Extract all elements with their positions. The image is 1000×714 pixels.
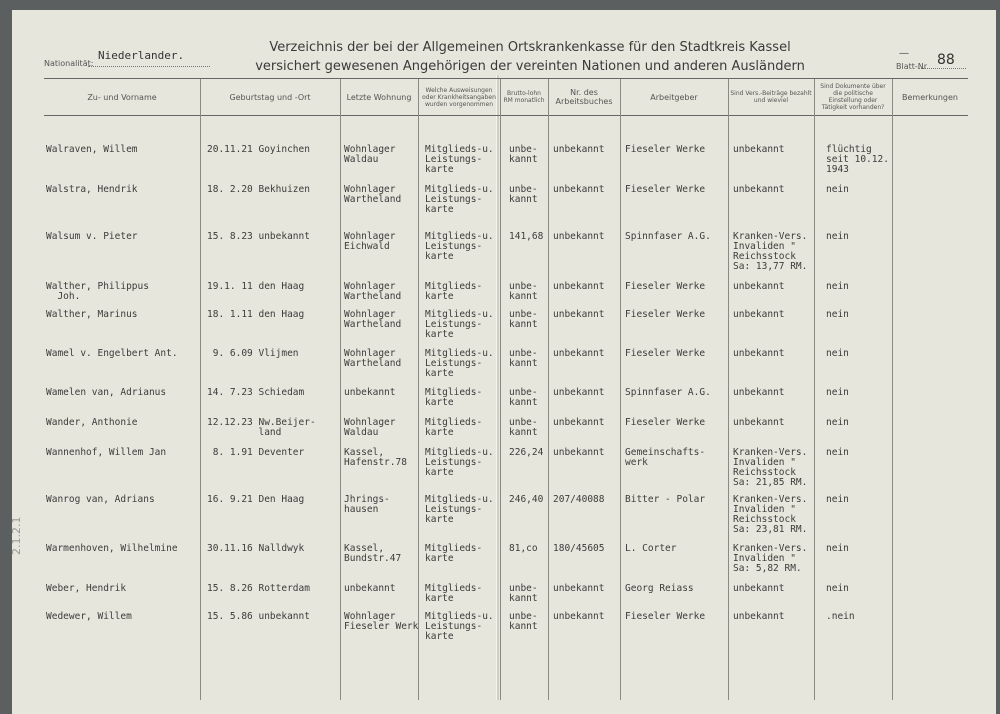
cell-birth: 16. 9.21 Den Haag bbox=[207, 494, 305, 505]
cell-residence: unbekannt bbox=[344, 387, 396, 398]
table-header-rule bbox=[44, 115, 968, 116]
cell-contributions: unbekannt bbox=[733, 348, 785, 359]
cell-workbook: unbekannt bbox=[553, 309, 605, 320]
cell-employer: Fieseler Werke bbox=[625, 611, 706, 622]
cell-papers: Mitglieds-u. Leistungs- karte bbox=[425, 231, 494, 262]
margin-note: 2.1.2.1 bbox=[10, 516, 23, 555]
cell-papers: Mitglieds-u. Leistungs- karte bbox=[425, 447, 494, 478]
cell-wage: 81,co bbox=[509, 543, 538, 554]
cell-employer: L. Corter bbox=[625, 543, 677, 554]
cell-name: Wedewer, Willem bbox=[46, 611, 132, 622]
column-divider bbox=[814, 79, 815, 700]
column-header-employer: Arbeitgeber bbox=[650, 92, 698, 102]
cell-papers: Mitglieds- karte bbox=[425, 583, 483, 604]
column-header-birth: Geburtstag und -Ort bbox=[229, 92, 311, 102]
cell-papers: Mitglieds-u. Leistungs- karte bbox=[425, 144, 494, 175]
column-divider bbox=[200, 79, 201, 700]
cell-papers: Mitglieds-u. Leistungs- karte bbox=[425, 348, 494, 379]
cell-workbook: unbekannt bbox=[553, 144, 605, 155]
cell-workbook: unbekannt bbox=[553, 583, 605, 594]
cell-name: Weber, Hendrik bbox=[46, 583, 127, 594]
cell-political: nein bbox=[826, 543, 849, 554]
cell-workbook: unbekannt bbox=[553, 447, 605, 458]
cell-name: Walsum v. Pieter bbox=[46, 231, 138, 242]
cell-employer: Fieseler Werke bbox=[625, 184, 706, 195]
cell-workbook: unbekannt bbox=[553, 231, 605, 242]
cell-contributions: unbekannt bbox=[733, 611, 785, 622]
cell-contributions: unbekannt bbox=[733, 281, 785, 292]
cell-wage: 246,40 bbox=[509, 494, 544, 505]
cell-workbook: unbekannt bbox=[553, 417, 605, 428]
cell-residence: unbekannt bbox=[344, 583, 396, 594]
cell-residence: Wohnlager Wartheland bbox=[344, 309, 402, 330]
cell-birth: 18. 2.20 Bekhuizen bbox=[207, 184, 310, 195]
cell-employer: Gemeinschafts- werk bbox=[625, 447, 706, 468]
cell-contributions: unbekannt bbox=[733, 184, 785, 195]
column-divider bbox=[418, 79, 419, 700]
cell-birth: 15. 8.23 unbekannt bbox=[207, 231, 310, 242]
cell-employer: Fieseler Werke bbox=[625, 417, 706, 428]
cell-birth: 19.1. 11 den Haag bbox=[207, 281, 305, 292]
cell-employer: Fieseler Werke bbox=[625, 281, 706, 292]
column-divider bbox=[340, 79, 341, 700]
sheet-label: Blatt-Nr. bbox=[896, 62, 929, 71]
cell-wage: 226,24 bbox=[509, 447, 544, 458]
cell-birth: 9. 6.09 Vlijmen bbox=[207, 348, 299, 359]
cell-wage: unbe- kannt bbox=[509, 387, 538, 408]
cell-papers: Mitglieds- karte bbox=[425, 417, 483, 438]
cell-workbook: 180/45605 bbox=[553, 543, 605, 554]
cell-workbook: 207/40088 bbox=[553, 494, 605, 505]
cell-birth: 12.12.23 Nw.Beijer- land bbox=[207, 417, 316, 438]
cell-political: nein bbox=[826, 231, 849, 242]
cell-name: Walraven, Willem bbox=[46, 144, 138, 155]
column-header-contributions: Sind Vers.-Beiträge bezahlt und wieviel bbox=[730, 90, 812, 104]
cell-workbook: unbekannt bbox=[553, 281, 605, 292]
cell-birth: 8. 1.91 Deventer bbox=[207, 447, 305, 458]
cell-wage: 141,68 bbox=[509, 231, 544, 242]
cell-residence: Kassel, Bundstr.47 bbox=[344, 543, 402, 564]
cell-contributions: unbekannt bbox=[733, 583, 785, 594]
cell-residence: Kassel, Hafenstr.78 bbox=[344, 447, 407, 468]
nationality-underline bbox=[88, 66, 210, 67]
cell-workbook: unbekannt bbox=[553, 184, 605, 195]
cell-residence: Wohnlager Wartheland bbox=[344, 281, 402, 302]
cell-employer: Georg Reiass bbox=[625, 583, 694, 594]
cell-workbook: unbekannt bbox=[553, 348, 605, 359]
column-divider bbox=[500, 79, 501, 700]
column-header-remarks: Bemerkungen bbox=[901, 92, 958, 102]
sheet-underline bbox=[918, 68, 966, 69]
cell-contributions: Kranken-Vers. Invaliden " Sa: 5,82 RM. bbox=[733, 543, 808, 574]
cell-employer: Fieseler Werke bbox=[625, 309, 706, 320]
cell-political: nein bbox=[826, 583, 849, 594]
column-header-name: Zu- und Vorname bbox=[87, 92, 157, 102]
cell-papers: Mitglieds- karte bbox=[425, 281, 483, 302]
cell-political: flüchtig seit 10.12. 1943 bbox=[826, 144, 889, 175]
cell-birth: 15. 8.26 Rotterdam bbox=[207, 583, 310, 594]
cell-political: nein bbox=[826, 447, 849, 458]
cell-employer: Spinnfaser A.G. bbox=[625, 231, 711, 242]
cell-residence: Wohnlager Wartheland bbox=[344, 348, 402, 369]
cell-name: Warmenhoven, Wilhelmine bbox=[46, 543, 178, 554]
cell-birth: 30.11.16 Nalldwyk bbox=[207, 543, 305, 554]
nationality-value: Niederlander. bbox=[98, 49, 185, 62]
cell-political: nein bbox=[826, 494, 849, 505]
cell-name: Walther, Marinus bbox=[46, 309, 138, 320]
cell-name: Wamel v. Engelbert Ant. bbox=[46, 348, 178, 359]
page-fold bbox=[496, 75, 499, 700]
title-line-2: versichert gewesenen Angehörigen der vereinten Nationen und anderen Ausländern bbox=[255, 59, 805, 74]
column-divider bbox=[728, 79, 729, 700]
cell-employer: Bitter - Polar bbox=[625, 494, 706, 505]
cell-name: Wanrog van, Adrians bbox=[46, 494, 155, 505]
cell-wage: unbe- kannt bbox=[509, 184, 538, 205]
cell-workbook: unbekannt bbox=[553, 611, 605, 622]
cell-papers: Mitglieds-u. Leistungs- karte bbox=[425, 184, 494, 215]
cell-wage: unbe- kannt bbox=[509, 281, 538, 302]
cell-papers: Mitglieds-u. Leistungs- karte bbox=[425, 611, 494, 642]
column-divider bbox=[548, 79, 549, 700]
cell-papers: Mitglieds- karte bbox=[425, 387, 483, 408]
cell-contributions: unbekannt bbox=[733, 309, 785, 320]
cell-residence: Wohnlager Fieseler Werk bbox=[344, 611, 419, 632]
cell-wage: unbe- kannt bbox=[509, 309, 538, 330]
sheet-number: 88 bbox=[937, 52, 955, 68]
cell-birth: 20.11.21 Goyinchen bbox=[207, 144, 310, 155]
cell-papers: Mitglieds-u. Leistungs- karte bbox=[425, 309, 494, 340]
cell-contributions: Kranken-Vers. Invaliden " Reichsstock Sa: 13,77 RM. bbox=[733, 231, 808, 272]
cell-political: nein bbox=[826, 417, 849, 428]
column-divider bbox=[892, 79, 893, 700]
cell-contributions: unbekannt bbox=[733, 144, 785, 155]
column-header-residence: Letzte Wohnung bbox=[346, 92, 412, 102]
title-line-1: Verzeichnis der bei der Allgemeinen Ortskrankenkasse für den Stadtkreis Kassel bbox=[269, 40, 791, 55]
cell-contributions: unbekannt bbox=[733, 417, 785, 428]
cell-residence: Wohnlager Eichwald bbox=[344, 231, 396, 252]
cell-employer: Fieseler Werke bbox=[625, 348, 706, 359]
table-top-rule bbox=[44, 78, 968, 79]
cell-employer: Fieseler Werke bbox=[625, 144, 706, 155]
column-header-workbook: Nr. des Arbeitsbuches bbox=[555, 88, 613, 106]
column-header-wage: Brutto-lohn RM monatlich bbox=[503, 90, 545, 104]
cell-contributions: Kranken-Vers. Invaliden " Reichsstock Sa: 21,85 RM. bbox=[733, 447, 808, 488]
cell-name: Walther, Philippus Joh. bbox=[46, 281, 149, 302]
cell-residence: Jhrings- hausen bbox=[344, 494, 390, 515]
column-divider bbox=[620, 79, 621, 700]
cell-papers: Mitglieds- karte bbox=[425, 543, 483, 564]
cell-wage: unbe- kannt bbox=[509, 417, 538, 438]
cell-name: Wannenhof, Willem Jan bbox=[46, 447, 167, 458]
cell-political: nein bbox=[826, 184, 849, 195]
cell-employer: Spinnfaser A.G. bbox=[625, 387, 711, 398]
document-title bbox=[230, 38, 830, 76]
cell-political: nein bbox=[826, 348, 849, 359]
cell-political: nein bbox=[826, 387, 849, 398]
cell-wage: unbe- kannt bbox=[509, 611, 538, 632]
cell-name: Walstra, Hendrik bbox=[46, 184, 138, 195]
cell-birth: 14. 7.23 Schiedam bbox=[207, 387, 305, 398]
cell-wage: unbe- kannt bbox=[509, 144, 538, 165]
cell-political: .nein bbox=[826, 611, 855, 622]
column-header-papers: Welche Ausweisungen oder Krankheitsangaben wurden vorgenommen bbox=[422, 86, 496, 108]
cell-political: nein bbox=[826, 281, 849, 292]
cell-workbook: unbekannt bbox=[553, 387, 605, 398]
cell-birth: 18. 1.11 den Haag bbox=[207, 309, 305, 320]
cell-residence: Wohnlager Wartheland bbox=[344, 184, 402, 205]
cell-wage: unbe- kannt bbox=[509, 348, 538, 369]
cell-name: Wander, Anthonie bbox=[46, 417, 138, 428]
sheet-dash: — bbox=[899, 48, 909, 59]
column-header-political: Sind Dokumente über die politische Einstellung oder Tätigkeit vorhanden? bbox=[820, 83, 886, 111]
cell-name: Wamelen van, Adrianus bbox=[46, 387, 167, 398]
cell-residence: Wohnlager Waldau bbox=[344, 144, 396, 165]
cell-birth: 15. 5.86 unbekannt bbox=[207, 611, 310, 622]
cell-contributions: unbekannt bbox=[733, 387, 785, 398]
nationality-label: Nationalität: bbox=[44, 59, 94, 68]
cell-political: nein bbox=[826, 309, 849, 320]
cell-residence: Wohnlager Waldau bbox=[344, 417, 396, 438]
cell-wage: unbe- kannt bbox=[509, 583, 538, 604]
cell-contributions: Kranken-Vers. Invaliden " Reichsstock Sa: 23,81 RM. bbox=[733, 494, 808, 535]
cell-papers: Mitglieds-u. Leistungs- karte bbox=[425, 494, 494, 525]
